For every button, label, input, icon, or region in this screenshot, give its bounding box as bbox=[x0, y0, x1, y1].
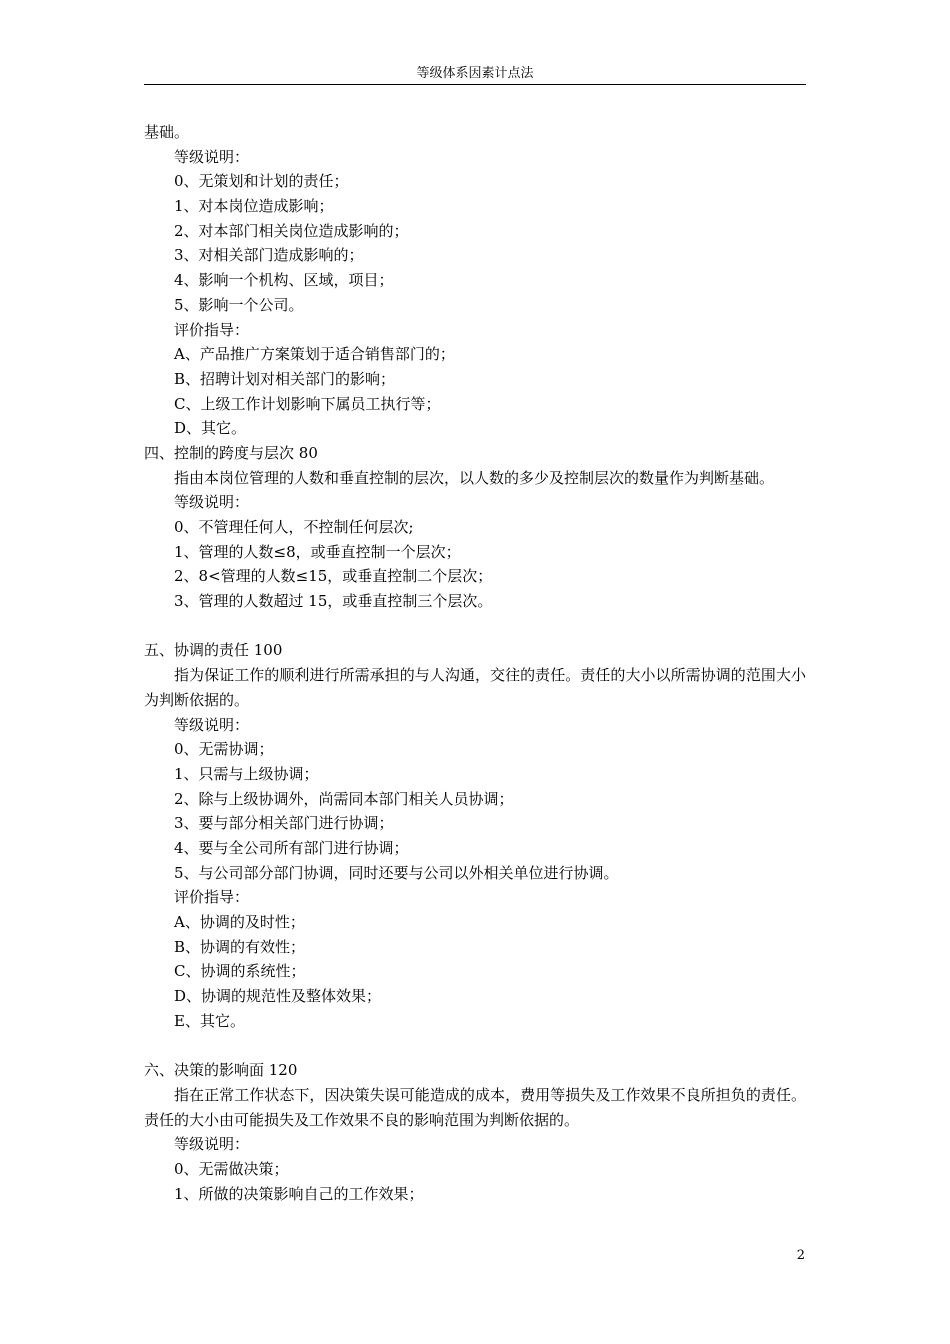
guide-item: C、上级工作计划影响下属员工执行等； bbox=[174, 394, 441, 413]
guide-item: E、其它。 bbox=[174, 1011, 245, 1030]
header-title: 等级体系因素计点法 bbox=[416, 66, 534, 81]
section-title: 六、决策的影响面 120 bbox=[144, 1061, 298, 1080]
grade-item: 3、要与部分相关部门进行协调； bbox=[174, 814, 394, 833]
guide-item: D、其它。 bbox=[174, 419, 247, 438]
guide-item: B、协调的有效性； bbox=[174, 937, 306, 956]
guide-item: D、协调的规范性及整体效果； bbox=[174, 987, 382, 1006]
page-header bbox=[144, 64, 806, 85]
guide-item: A、产品推广方案策划于适合销售部门的； bbox=[174, 345, 455, 364]
grade-item: 4、要与全公司所有部门进行协调； bbox=[174, 838, 409, 857]
blank-line bbox=[144, 614, 806, 639]
grade-item: 2、除与上级协调外，尚需同本部门相关人员协调； bbox=[174, 789, 514, 808]
grade-item: 3、管理的人数超过 15，或垂直控制三个层次。 bbox=[174, 592, 493, 611]
section-description: 指为保证工作的顺利进行所需承担的与人沟通，交往的责任。责任的大小以所需协调的范围大小为判断依据的。 bbox=[144, 666, 806, 709]
blank-line bbox=[144, 1033, 806, 1058]
grade-label: 等级说明： bbox=[174, 1135, 250, 1154]
grade-item: 2、8<管理的人数≤15，或垂直控制二个层次； bbox=[174, 567, 493, 586]
grade-item: 1、对本岗位造成影响； bbox=[174, 197, 334, 216]
grade-item: 1、只需与上级协调； bbox=[174, 764, 319, 783]
grade-item: 1、所做的决策影响自己的工作效果； bbox=[174, 1184, 424, 1203]
guide-label: 评价指导： bbox=[174, 888, 250, 907]
grade-label: 等级说明： bbox=[174, 715, 250, 734]
guide-item: B、招聘计划对相关部门的影响； bbox=[174, 369, 396, 388]
page-number: 2 bbox=[796, 1248, 805, 1263]
document-body bbox=[144, 120, 806, 1206]
section-description: 指在正常工作状态下，因决策失误可能造成的成本，费用等损失及工作效果不良所担负的责任。责任的大小由可能损失及工作效果不良的影响范围为判断依据的。 bbox=[144, 1085, 806, 1129]
grade-item: 0、无需做决策； bbox=[174, 1159, 289, 1178]
grade-item: 4、影响一个机构、区域，项目； bbox=[174, 271, 394, 290]
grade-item: 5、与公司部分部门协调，同时还要与公司以外相关单位进行协调。 bbox=[174, 863, 619, 882]
grade-label: 等级说明： bbox=[174, 493, 250, 512]
section-description: 指由本岗位管理的人数和垂直控制的层次，以人数的多少及控制层次的数量作为判断基础。 bbox=[174, 468, 775, 487]
grade-item: 1、管理的人数≤8，或垂直控制一个层次； bbox=[174, 542, 461, 561]
guide-label: 评价指导： bbox=[174, 320, 250, 339]
guide-item: C、协调的系统性； bbox=[174, 962, 306, 981]
grade-item: 0、无需协调； bbox=[174, 740, 274, 759]
grade-item: 3、对相关部门造成影响的； bbox=[174, 246, 364, 265]
grade-item: 5、影响一个公司。 bbox=[174, 295, 304, 314]
grade-item: 0、不管理任何人，不控制任何层次; bbox=[174, 518, 414, 537]
grade-item: 0、无策划和计划的责任； bbox=[174, 172, 349, 191]
continuation-text: 基础。 bbox=[144, 123, 190, 141]
guide-item: A、协调的及时性； bbox=[174, 913, 305, 932]
grade-item: 2、对本部门相关岗位造成影响的； bbox=[174, 221, 409, 240]
section-title: 四、控制的跨度与层次 80 bbox=[144, 443, 318, 462]
section-title: 五、协调的责任 100 bbox=[144, 641, 283, 660]
grade-label: 等级说明： bbox=[174, 147, 250, 166]
